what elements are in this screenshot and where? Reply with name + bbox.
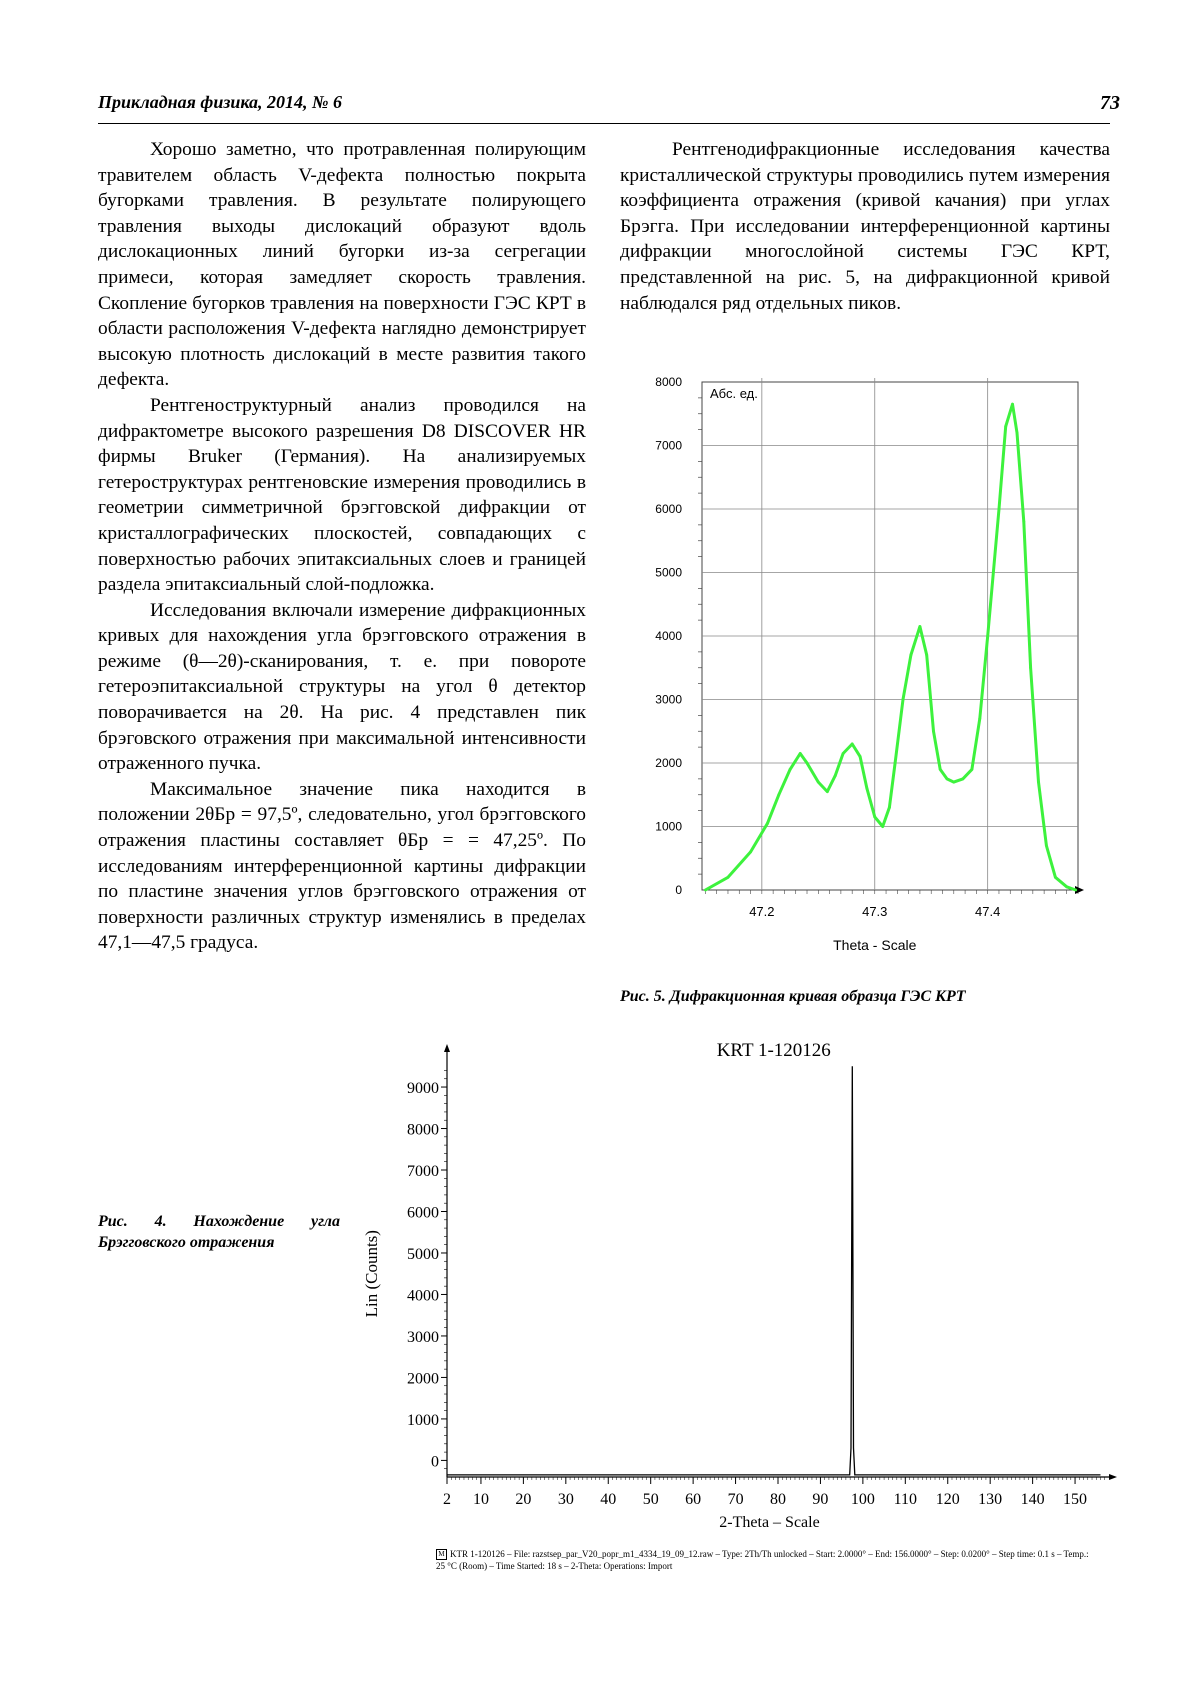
x-tick-label: 30	[557, 1491, 574, 1508]
y-axis-label: Абс. ед.	[710, 386, 758, 401]
data-point	[925, 654, 928, 657]
x-tick-label: 130	[978, 1491, 1003, 1508]
data-point	[834, 774, 837, 777]
y-tick-label: 9000	[407, 1080, 439, 1098]
data-point	[1029, 666, 1032, 669]
data-point	[704, 889, 707, 892]
figure4-footnote	[436, 1548, 1096, 1572]
data-point	[873, 816, 876, 819]
data-point	[909, 654, 912, 657]
y-tick-label: 6000	[407, 1204, 439, 1222]
data-point	[986, 635, 989, 638]
data-point	[789, 768, 792, 771]
y-tick-label: 4000	[407, 1287, 439, 1305]
data-point	[902, 698, 905, 701]
data-point	[749, 851, 752, 854]
data-point	[881, 825, 884, 828]
data-point	[939, 768, 942, 771]
figure5-caption: Рис. 5. Дифракционная кривая образца ГЭС КРТ	[620, 988, 966, 1005]
x-tick-label: 120	[935, 1491, 960, 1508]
data-point	[894, 762, 897, 765]
y-tick-label: 0	[675, 883, 682, 897]
paragraph: Хорошо заметно, что протравленная полирующим травителем область V-дефекта полностью покрыта бугорками травления. В результате полирующего травления выходы дислокаций образуют вдоль дислокационных линий бугорки из-за сегрегации примеси, которая замедляет скорость травления. Скопление бугорков травления на поверхности ГЭС КРТ в области расположения V-дефекта наглядно демонстрирует высокую плотность дислокаций в месте развития такого дефекта.	[98, 139, 586, 391]
y-tick-label: 2000	[407, 1370, 439, 1388]
x-tick-label: 110	[893, 1491, 918, 1508]
y-tick-label: 6000	[655, 502, 682, 516]
figure4-chart	[355, 1040, 1125, 1550]
data-point	[817, 781, 820, 784]
x-tick-label: 47.4	[975, 904, 1001, 919]
y-tick-label: 8000	[655, 375, 682, 389]
footnote-text: KTR 1-120126 – File: razstsep_par_V20_popr_m1_4334_19_09_12.raw – Type: 2Th/Th unlocked – Start: 2.0000° – End: 156.0000° – Step: 0.0200° – Step time: 0.1 s – Temp.: 25 °C (Room) – Time Started: 18 s – 2-Theta: Operations: Import	[436, 1549, 1089, 1572]
y-tick-label: 7000	[655, 438, 682, 453]
data-point	[851, 743, 854, 746]
data-point	[799, 752, 802, 755]
data-point	[1016, 431, 1019, 434]
data-point	[932, 730, 935, 733]
x-tick-label: 40	[600, 1491, 617, 1508]
y-tick-label: 7000	[407, 1163, 439, 1181]
data-point	[961, 777, 964, 780]
y-tick-label: 4000	[655, 629, 682, 643]
right-column	[620, 137, 1110, 316]
x-tick-label: 100	[850, 1491, 875, 1508]
x-axis-arrow	[1109, 1474, 1117, 1480]
paragraph: Рентгенодифракционные исследования качества кристаллической структуры проводились путем измерения коэффициента отражения (кривой качания) при углах Брэгга. При исследовании интерференционной картины дифракции многослойной системы ГЭС КРТ, представленной на рис. 5, на дифракционной кривой наблюдался ряд отдельных пиков.	[620, 139, 1110, 314]
series-line	[447, 1066, 1101, 1475]
y-tick-label: 0	[431, 1453, 439, 1471]
page-number: 73	[1100, 92, 1120, 114]
x-tick-label: 80	[770, 1491, 786, 1508]
data-point	[777, 793, 780, 796]
x-tick-label: 2	[443, 1491, 451, 1508]
x-tick-label: 140	[1020, 1491, 1045, 1508]
series-line	[705, 404, 1075, 890]
paragraph: Исследования включали измерение дифракционных кривых для нахождения угла брэгговского отражения в режиме (θ—2θ)-сканирования, т. е. при повороте гетероэпитаксиальной структуры на угол θ детектор поворачивается на 2θ. На рис. 4 представлен пик брэговского отражения при максимальной интенсивности отраженного пучка.	[98, 599, 586, 775]
data-point	[1004, 425, 1007, 428]
journal-header: Прикладная физика, 2014, № 6	[98, 92, 343, 112]
x-tick-label: 60	[685, 1491, 702, 1508]
figure5-chart	[640, 370, 1110, 980]
left-column	[98, 137, 586, 956]
data-point	[859, 755, 862, 758]
y-tick-label: 3000	[655, 692, 682, 707]
x-tick-label: 50	[642, 1491, 659, 1508]
data-point	[865, 787, 868, 790]
header-rule	[98, 123, 1110, 124]
data-point	[1022, 520, 1025, 523]
data-point	[842, 752, 845, 755]
y-tick-label: 1000	[655, 819, 682, 834]
x-tick-label: 10	[472, 1491, 489, 1508]
data-point	[1074, 889, 1077, 892]
data-point	[919, 625, 922, 628]
x-axis-label: 2-Theta – Scale	[719, 1514, 820, 1531]
data-point	[826, 790, 829, 793]
data-point	[766, 822, 769, 825]
x-tick-label: 47.3	[862, 904, 888, 919]
x-tick-label: 150	[1063, 1491, 1088, 1508]
y-tick-label: 2000	[655, 756, 682, 770]
data-point	[1011, 403, 1014, 406]
x-axis-label: Theta - Scale	[833, 937, 917, 953]
paragraph: Рентгеноструктурный анализ проводился на дифрактометре высокого разрешения D8 DISCOVER HR фирмы Bruker (Германия). На анализируемых гетероструктурах рентгеновские измерения проводились в геометрии симметричной брэгговской дифракции от кристаллографических плоскостей, совпадающих с поверхностью рабочих эпитаксиальных слоев и границей раздела эпитаксиальный слой-подложка.	[98, 394, 586, 596]
x-tick-label: 47.2	[749, 904, 775, 919]
data-point	[1037, 781, 1040, 784]
data-point	[946, 777, 949, 780]
x-tick-label: 70	[727, 1491, 744, 1508]
paragraph: Максимальное значение пика находится в положении 2θБр = 97,5º, следовательно, угол брэгговского отражения пластины составляет θБр = = 47,25º. По исследованиям интерференционной картины дифракции по пластине значения углов брэгговского отражения от поверхности различных структур изменялись в пределах 47,1—47,5 градуса.	[98, 778, 586, 954]
data-point	[888, 806, 891, 809]
data-point	[998, 508, 1001, 511]
data-point	[978, 717, 981, 720]
data-point	[1054, 876, 1057, 879]
x-tick-label: 90	[812, 1491, 829, 1508]
data-point	[1045, 844, 1048, 847]
y-axis-label: Lin (Counts)	[362, 1230, 381, 1318]
figure4-caption: Рис. 4. Нахождение угла Брэгговского отражения	[98, 1213, 340, 1251]
data-point	[970, 768, 973, 771]
data-point	[1065, 885, 1068, 888]
data-point	[727, 876, 730, 879]
y-tick-label: 3000	[407, 1328, 439, 1346]
y-tick-label: 8000	[407, 1121, 439, 1139]
y-tick-label: 5000	[407, 1245, 439, 1263]
y-tick-label: 1000	[407, 1411, 439, 1429]
footnote-marker: M	[436, 1549, 447, 1560]
y-axis-arrow	[444, 1044, 450, 1052]
data-point	[952, 781, 955, 784]
x-tick-label: 20	[515, 1491, 532, 1508]
y-tick-label: 5000	[655, 565, 682, 580]
data-point	[806, 762, 809, 765]
chart-title: KRT 1-120126	[716, 1040, 831, 1061]
